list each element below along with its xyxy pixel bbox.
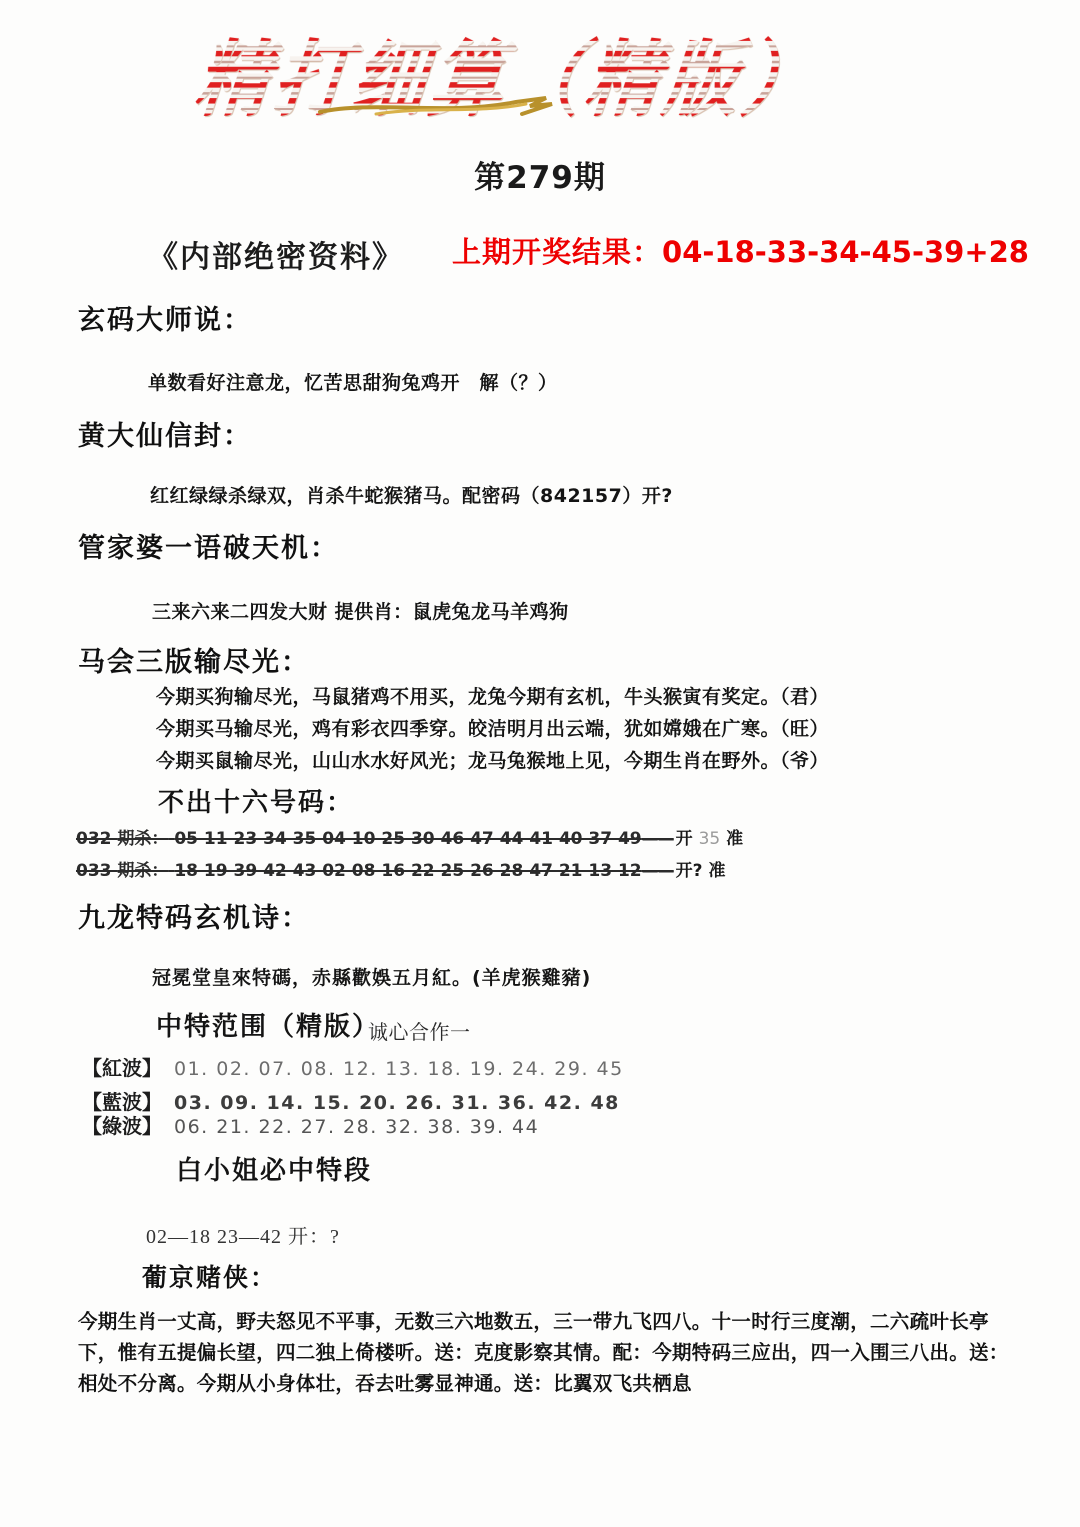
section-heading-buchu: 不出十六号码： xyxy=(158,788,355,818)
kill-row-dash: —— xyxy=(641,861,674,881)
kill-row-numbers: 05 11 23 34 35 04 10 25 30 46 47 44 41 40 37 49 xyxy=(174,829,642,849)
section-heading-xuanma: 玄码大师说： xyxy=(78,305,252,336)
issue-number: 第279期 xyxy=(474,160,606,196)
wave-numbers-green: 06. 21. 22. 27. 28. 32. 38. 39. 44 xyxy=(174,1116,540,1138)
kill-row-accuracy: 准 xyxy=(708,861,726,881)
banner-title-text: 精打细算（精版） xyxy=(190,20,883,141)
mahui-line-1: 今期买狗输尽光，马鼠猪鸡不用买，龙兔今期有玄机，牛头猴寅有奖定。（君） xyxy=(156,686,830,708)
kill-row-open-label: 开? xyxy=(675,861,703,881)
section-heading-guanjiapo: 管家婆一语破天机： xyxy=(78,533,339,564)
last-draw-result-label: 上期开奖结果： xyxy=(452,235,663,269)
banner-title-graphic xyxy=(190,26,876,146)
kill-row-label: 期杀： xyxy=(117,861,169,881)
mahui-line-2: 今期买马输尽光，鸡有彩衣四季穿。皎洁明月出云端，犹如嫦娥在广寒。（旺） xyxy=(156,718,830,740)
kill-row-label: 期杀： xyxy=(117,829,169,849)
kill-row-accuracy: 准 xyxy=(726,829,744,849)
wave-row-green xyxy=(82,1110,539,1139)
huangdaxian-line: 红红绿绿杀绿双，肖杀牛蛇猴猪马。配密码（842157）开? xyxy=(150,485,673,507)
pujing-line-1: 今期生肖一丈高，野夫怒见不平事，无数三六地数五，三一带九飞四八。十一时行三度潮，二六疏叶长亭 xyxy=(78,1310,989,1333)
wave-numbers-red: 01. 02. 07. 08. 12. 13. 18. 19. 24. 29. 45 xyxy=(174,1058,624,1080)
zhongte-note: 诚心合作一 xyxy=(368,1020,471,1044)
wave-tag-blue: 【藍波】 xyxy=(82,1090,162,1114)
jiulong-poem: 冠冕堂皇來特碼，赤縣歡娛五月紅。(羊虎猴雞豬) xyxy=(152,967,592,989)
kill-row xyxy=(76,824,743,849)
mahui-line-3: 今期买鼠输尽光，山山水水好风光；龙马兔猴地上见，今期生肖在野外。（爷） xyxy=(156,750,830,772)
pujing-line-2: 下，惟有五提偏长望，四二独上倚楼听。送：克度影察其情。配：今期特码三应出，四一入围三八出。送： xyxy=(78,1341,1009,1364)
section-heading-zhongte: 中特范围（精版） xyxy=(156,1012,381,1042)
kill-row-issue: 032 xyxy=(76,829,112,849)
kill-row-numbers: 18 19 39 42 43 02 08 16 22 25 26 28 47 21 13 12 xyxy=(174,861,642,881)
wave-tag-red: 【紅波】 xyxy=(82,1056,162,1080)
section-heading-mahui: 马会三版输尽光： xyxy=(78,647,310,678)
pujing-line-3: 相处不分离。今期从小身体壮，吞去吐雾显神通。送：比翼双飞共栖息 xyxy=(78,1372,692,1395)
wave-numbers-blue: 03. 09. 14. 15. 20. 26. 31. 36. 42. 48 xyxy=(174,1092,620,1114)
section-heading-jiulong: 九龙特码玄机诗： xyxy=(78,903,310,934)
secret-material-title: 《内部绝密资料》 xyxy=(148,241,404,274)
xuanma-line: 单数看好注意龙，忆苦思甜狗兔鸡开 解（？） xyxy=(148,372,558,394)
last-draw-result-numbers: 04-18-33-34-45-39+28 xyxy=(662,235,1029,269)
pujing-paragraph xyxy=(78,1306,1008,1399)
kill-row-open-value: 35 xyxy=(698,829,721,849)
kill-row-open-label: 开 xyxy=(675,829,693,849)
baixiaojie-line: 02—18 23—42 开：? xyxy=(146,1226,340,1248)
section-heading-baixiaojie: 白小姐必中特段 xyxy=(176,1156,373,1186)
kill-row xyxy=(76,856,725,881)
wave-tag-green: 【綠波】 xyxy=(82,1114,162,1138)
kill-row-issue: 033 xyxy=(76,861,112,881)
guanjiapo-line: 三来六来二四发大财 提供肖：鼠虎兔龙马羊鸡狗 xyxy=(152,601,569,623)
kill-row-dash: —— xyxy=(641,829,674,849)
last-draw-result xyxy=(452,230,1029,271)
section-heading-pujing: 葡京赌侠： xyxy=(142,1263,278,1292)
wave-row-red xyxy=(82,1052,624,1081)
section-heading-huangdaxian: 黄大仙信封： xyxy=(78,421,252,452)
